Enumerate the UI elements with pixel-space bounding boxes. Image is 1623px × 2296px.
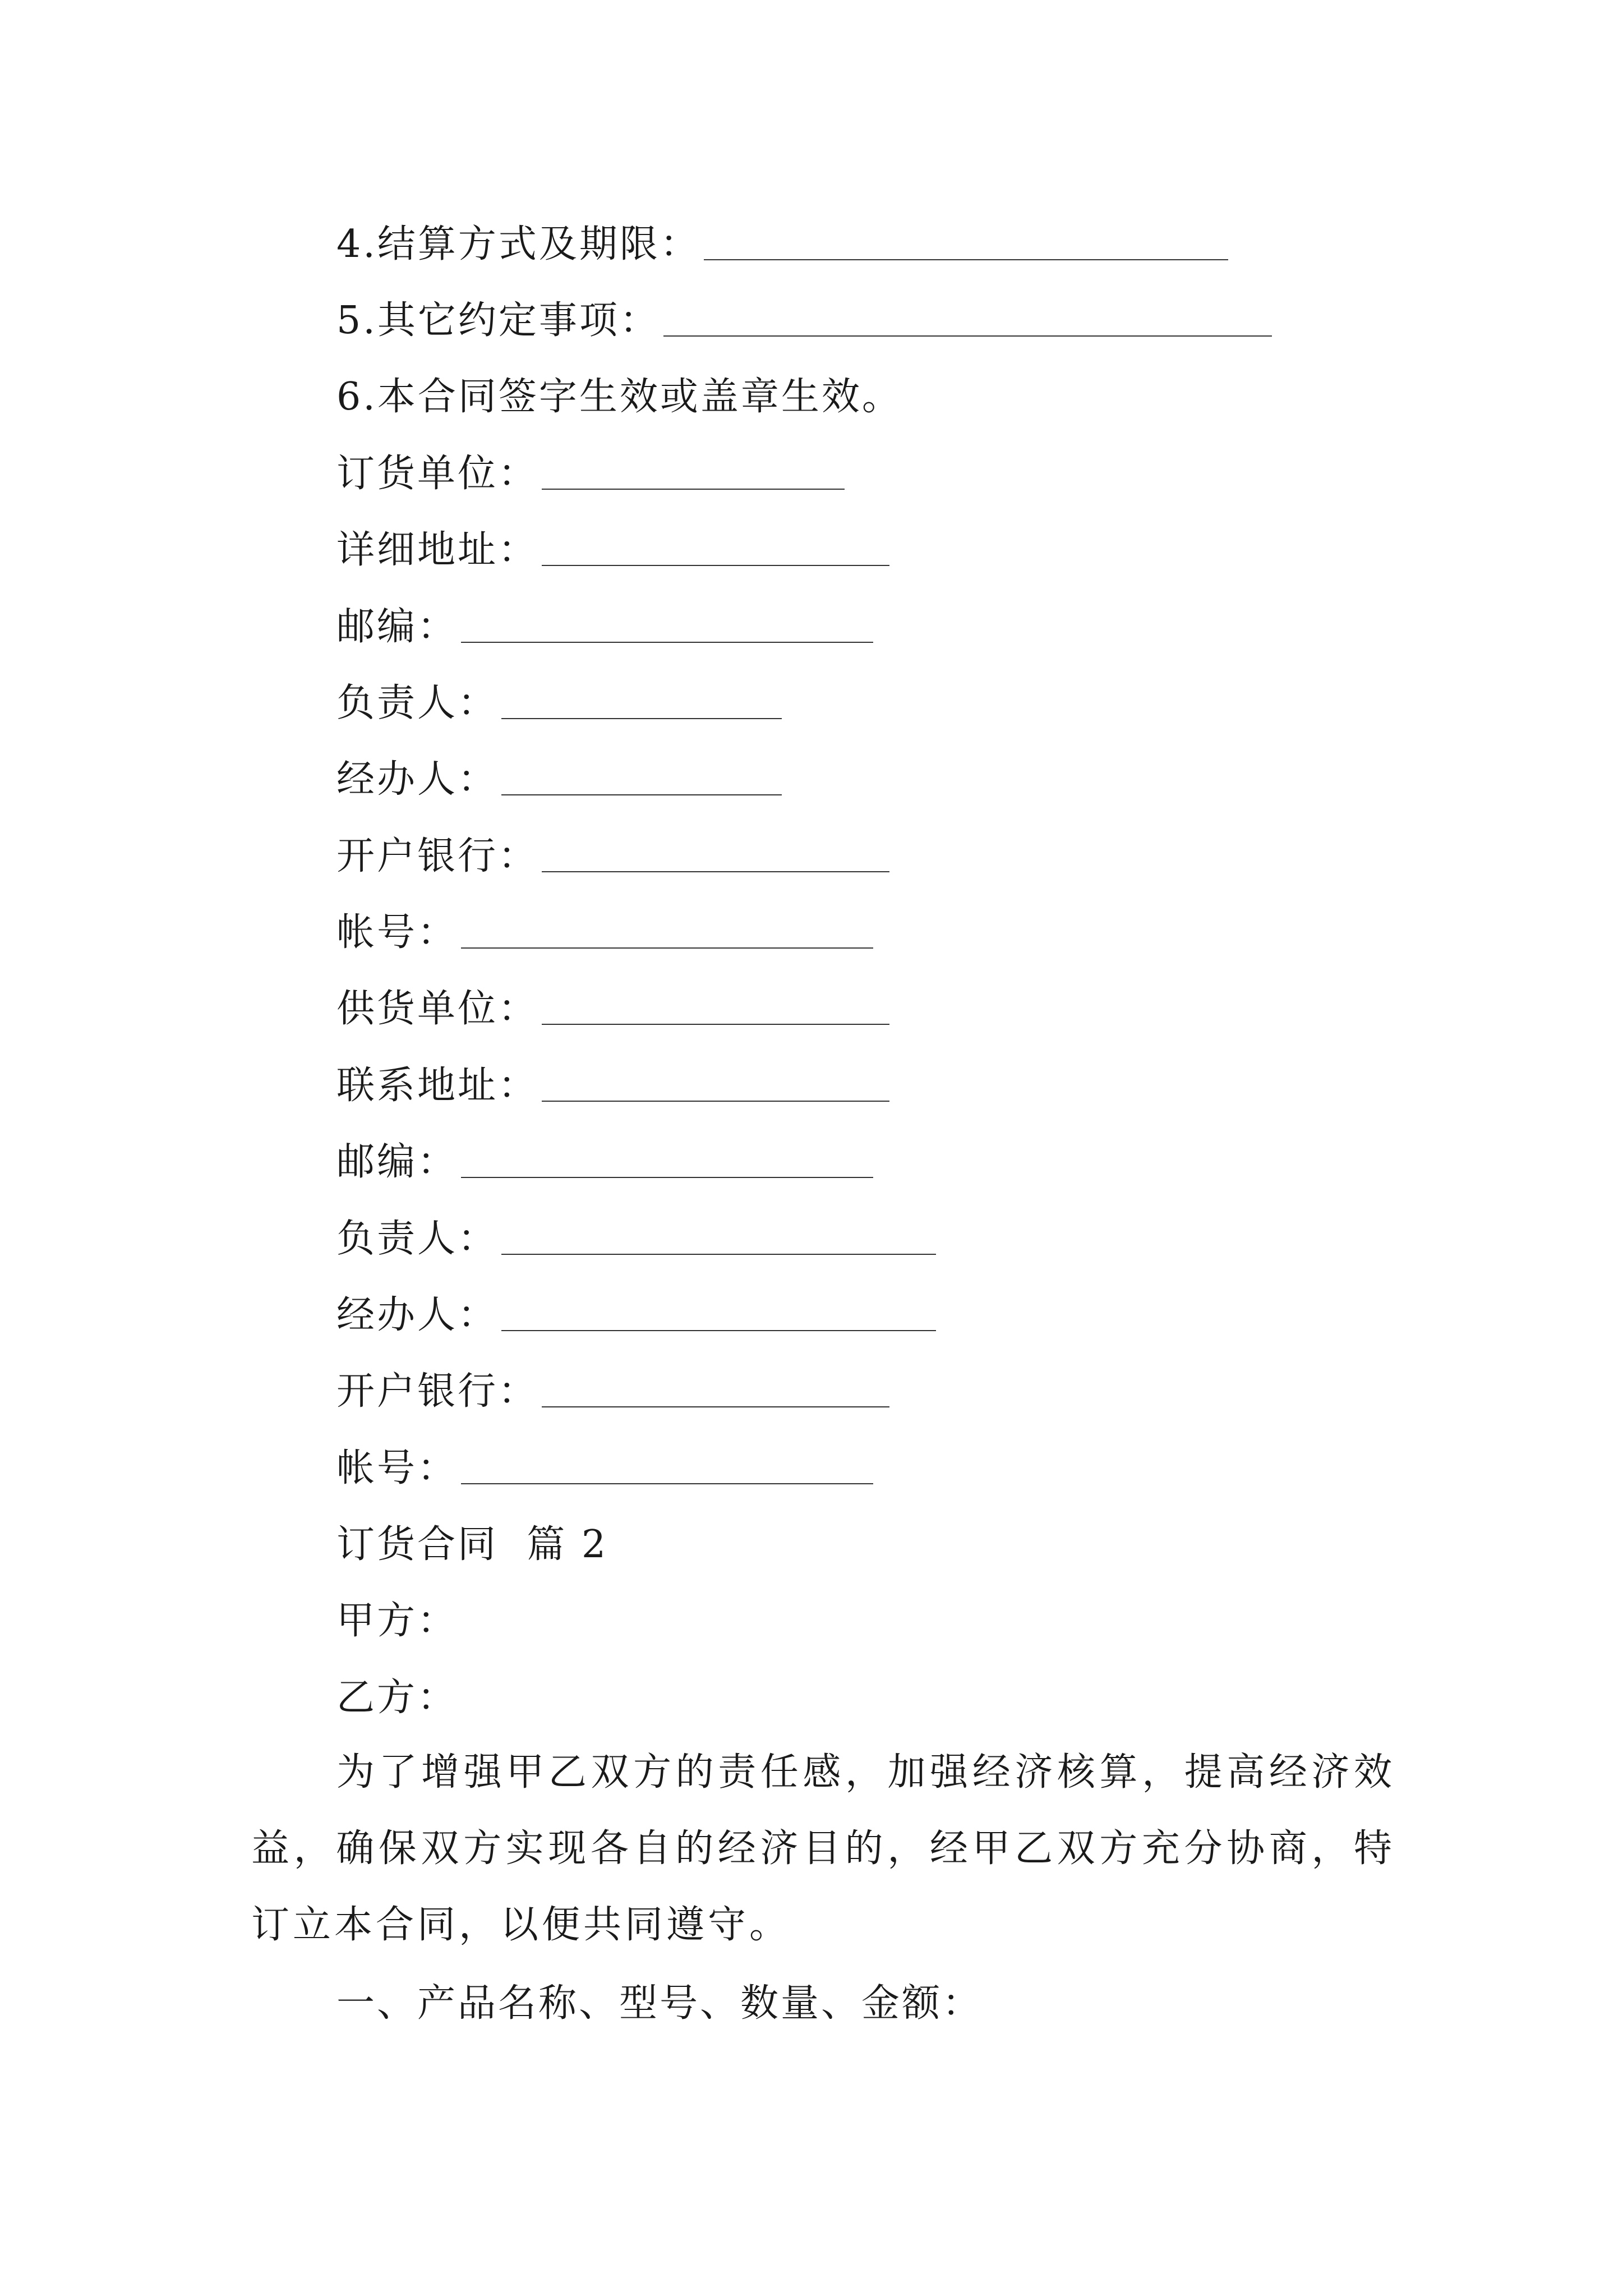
line-supplier-address — [336, 1058, 889, 1114]
line-supplier-postcode — [336, 1134, 873, 1190]
supplier-account-blank[interactable] — [461, 1441, 873, 1484]
buyer-postcode-label: 邮编： — [336, 605, 458, 649]
buyer-postcode-blank[interactable] — [461, 599, 873, 643]
supplier-person-in-charge-label: 负责人： — [336, 1217, 499, 1261]
supplier-person-in-charge-blank[interactable] — [501, 1211, 936, 1255]
buyer-handler-label: 经办人： — [336, 757, 499, 802]
supplier-postcode-blank[interactable] — [461, 1134, 873, 1178]
clause-1-text: 一、产品名称、型号、数量、金额： — [336, 1981, 983, 2026]
buyer-person-in-charge-blank[interactable] — [501, 675, 782, 719]
line-buyer-handler — [336, 752, 782, 808]
supplier-postcode-label: 邮编： — [336, 1140, 458, 1184]
buyer-account-blank[interactable] — [461, 905, 873, 949]
line-buyer-postcode — [336, 599, 873, 655]
buyer-account-label: 帐号： — [336, 910, 458, 955]
supplier-unit-label: 供货单位： — [336, 987, 539, 1031]
supplier-bank-blank[interactable] — [542, 1364, 889, 1407]
buyer-person-in-charge-label: 负责人： — [336, 681, 499, 725]
effective-clause-text: 6.本合同签字生效或盖章生效。 — [336, 375, 902, 419]
buyer-address-blank[interactable] — [542, 522, 889, 566]
party-b-label: 乙方： — [336, 1676, 458, 1720]
line-buyer-account — [336, 905, 873, 961]
supplier-handler-label: 经办人： — [336, 1293, 499, 1337]
other-terms-label: 5.其它约定事项： — [336, 298, 660, 343]
supplier-account-label: 帐号： — [336, 1446, 458, 1490]
buyer-unit-blank[interactable] — [542, 446, 845, 490]
other-terms-blank[interactable] — [663, 293, 1272, 337]
supplier-unit-blank[interactable] — [542, 981, 889, 1025]
line-buyer-bank — [336, 829, 889, 885]
line-settlement-terms — [336, 217, 1228, 273]
settlement-terms-label: 4.结算方式及期限： — [336, 222, 700, 266]
buyer-handler-blank[interactable] — [501, 752, 782, 795]
section-title-text: 订货合同 篇 2 — [336, 1522, 608, 1567]
buyer-unit-label: 订货单位： — [336, 452, 539, 496]
buyer-bank-blank[interactable] — [542, 829, 889, 872]
buyer-bank-label: 开户银行： — [336, 834, 539, 878]
line-party-a — [336, 1593, 458, 1649]
line-party-b — [336, 1670, 458, 1726]
section-title — [336, 1517, 608, 1573]
clause-1-heading — [336, 1976, 983, 2032]
settlement-terms-blank[interactable] — [704, 217, 1228, 260]
line-buyer-address — [336, 522, 889, 578]
supplier-bank-label: 开户银行： — [336, 1369, 539, 1414]
supplier-address-blank[interactable] — [542, 1058, 889, 1102]
line-supplier-account — [336, 1441, 873, 1497]
line-supplier-person-in-charge — [336, 1211, 936, 1267]
line-effective-clause — [336, 369, 902, 425]
line-supplier-handler — [336, 1287, 936, 1343]
line-buyer-unit — [336, 446, 845, 502]
line-supplier-bank — [336, 1364, 889, 1420]
purpose-paragraph: 为了增强甲乙双方的责任感，加强经济核算，提高经济效益，确保双方实现各自的经济目的，经甲乙双方充分协商，特订立本合同，以便共同遵守。 — [251, 1750, 1395, 1947]
line-supplier-unit — [336, 981, 889, 1037]
line-other-terms — [336, 293, 1272, 349]
party-a-label: 甲方： — [336, 1599, 458, 1643]
line-buyer-person-in-charge — [336, 675, 782, 731]
supplier-address-label: 联系地址： — [336, 1064, 539, 1108]
supplier-handler-blank[interactable] — [501, 1287, 936, 1331]
buyer-address-label: 详细地址： — [336, 528, 539, 572]
